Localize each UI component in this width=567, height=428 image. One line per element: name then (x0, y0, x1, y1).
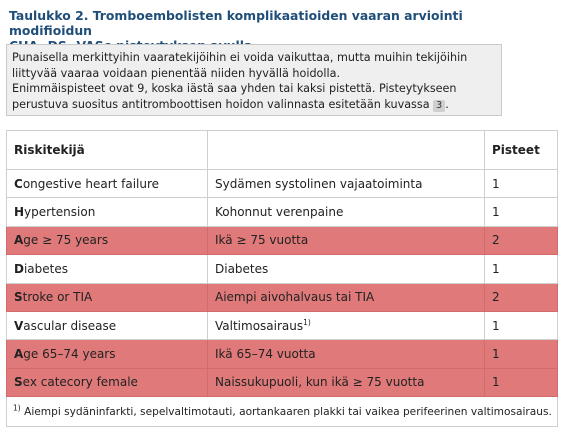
risk-factor-text: ge 65–74 years (23, 347, 116, 362)
risk-factor-text: ascular disease (23, 318, 117, 333)
risk-factor-text: ex catecory female (22, 375, 138, 390)
description-cell (208, 311, 485, 339)
table-row (7, 311, 558, 339)
points-cell: 1 (485, 368, 558, 396)
risk-factor-cell (7, 340, 208, 368)
table-row (7, 226, 558, 254)
points-cell: 2 (485, 283, 558, 311)
points-cell: 2 (485, 226, 558, 254)
risk-factor-text: ypertension (24, 205, 96, 220)
description-cell (208, 198, 485, 226)
risk-factor-cell (7, 198, 208, 226)
footnote-text: Aiempi sydäninfarkti, sepelvaltimotauti, aortankaaren plakki tai vaikea perifeerinen valtimosairaus. (24, 405, 552, 418)
info-paragraph-2 (12, 81, 496, 112)
risk-factor-cell (7, 226, 208, 254)
table-row (7, 283, 558, 311)
acronym-letter: H (14, 205, 25, 220)
risk-factor-text: ge ≥ 75 years (23, 233, 109, 248)
description-cell (208, 170, 485, 198)
description-text: Valtimosairaus (215, 318, 304, 333)
points-cell: 1 (485, 311, 558, 339)
footnote (7, 397, 558, 427)
info-box (6, 44, 502, 116)
header-points: Pisteet (485, 131, 558, 170)
description-text: Kohonnut verenpaine (215, 205, 344, 220)
risk-factor-cell (7, 368, 208, 396)
description-text: Ikä ≥ 75 vuotta (215, 233, 309, 248)
risk-factor-cell (7, 283, 208, 311)
description-text: Aiempi aivohalvaus tai TIA (215, 290, 375, 305)
description-cell (208, 226, 485, 254)
description-text: Diabetes (215, 261, 269, 276)
acronym-letter: V (14, 318, 24, 333)
caption-line-1: Taulukko 2. Tromboembolisten komplikaatioiden vaaran arviointi modifioidun (9, 8, 463, 38)
points-cell: 1 (485, 255, 558, 283)
footnote-mark: 1) (13, 403, 21, 413)
description-text: Naissukupuoli, kun ikä ≥ 75 vuotta (215, 375, 425, 390)
description-cell (208, 255, 485, 283)
header-description (208, 131, 485, 170)
acronym-letter: C (14, 176, 23, 191)
description-cell (208, 283, 485, 311)
risk-factor-text: iabetes (23, 261, 68, 276)
points-cell: 1 (485, 198, 558, 226)
risk-factor-cell (7, 170, 208, 198)
table-row (7, 170, 558, 198)
info-text-end: . (445, 97, 449, 111)
footnote-ref: 1) (303, 317, 311, 327)
table-row (7, 198, 558, 226)
acronym-letter: A (14, 233, 24, 248)
description-text: Ikä 65–74 vuotta (215, 347, 316, 362)
footnote-row (7, 397, 558, 427)
header-risk-factor: Riskitekijä (7, 131, 208, 170)
acronym-letter: D (14, 261, 24, 276)
table-body (7, 170, 558, 397)
risk-factor-cell (7, 255, 208, 283)
table-row (7, 340, 558, 368)
table-row (7, 368, 558, 396)
acronym-letter: S (14, 375, 23, 390)
acronym-letter: A (14, 347, 24, 362)
points-cell: 1 (485, 340, 558, 368)
info-paragraph-1: Punaisella merkittyihin vaaratekijöihin ei voida vaikuttaa, mutta muihin tekijöihin liittyvää vaaraa voidaan pienentää niiden hyvällä hoidolla. (12, 51, 468, 80)
acronym-letter: S (14, 290, 23, 305)
risk-factor-cell (7, 311, 208, 339)
figure-reference-link[interactable]: 3 (433, 100, 445, 112)
points-cell: 1 (485, 170, 558, 198)
description-cell (208, 340, 485, 368)
table-row (7, 255, 558, 283)
header-row (7, 131, 558, 170)
risk-table (6, 130, 558, 427)
description-text: Sydämen systolinen vajaatoiminta (215, 176, 423, 191)
risk-factor-text: ongestive heart failure (22, 176, 160, 191)
info-text: Enimmäispisteet ovat 9, koska iästä saa yhden tai kaksi pistettä. Pisteytykseen perustuva suositus antitromboottisen hoidon valinnasta esitetään kuvassa (12, 82, 457, 111)
description-cell (208, 368, 485, 396)
risk-factor-text: troke or TIA (22, 290, 93, 305)
